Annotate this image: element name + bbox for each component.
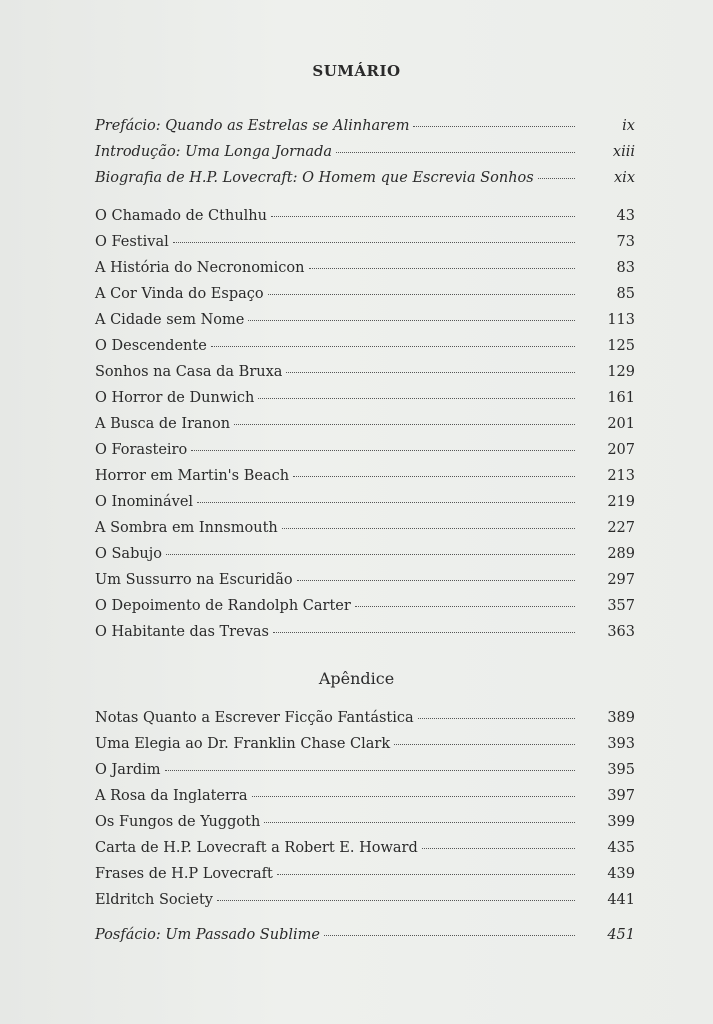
toc-entry-page: 395 [607, 762, 635, 778]
toc-entry-title: Frases de H.P Lovecraft [95, 866, 273, 882]
toc-entry-title: Posfácio: Um Passado Sublime [95, 927, 320, 943]
toc-entry [95, 520, 635, 546]
toc-entry-title: A História do Necronomicon [95, 260, 305, 276]
toc-entry-title: A Busca de Iranon [95, 416, 231, 432]
toc-entry-title: O Jardim [95, 762, 161, 778]
toc-entry-page: 439 [607, 866, 635, 882]
toc-entry-page: 297 [607, 572, 635, 588]
toc-entry-title: Os Fungos de Yuggoth [95, 814, 261, 830]
dot-leader [286, 371, 575, 373]
toc-entry [95, 260, 635, 286]
toc-entry [95, 710, 635, 736]
toc-entry-page: 399 [607, 814, 635, 830]
toc-entry-page: 213 [607, 468, 635, 484]
toc-entry [95, 208, 635, 234]
page-title: SUMÁRIO [312, 62, 401, 80]
toc-entry-page: 393 [607, 736, 635, 752]
postface-list [95, 927, 635, 953]
dot-leader [166, 553, 575, 555]
toc-entry-page: 451 [607, 927, 635, 943]
dot-leader [197, 501, 575, 503]
toc-entry-title: Uma Elegia ao Dr. Franklin Chase Clark [95, 736, 391, 752]
toc-entry-page: 219 [607, 494, 635, 510]
toc-entry-page: 129 [607, 364, 635, 380]
toc-entry-title: Prefácio: Quando as Estrelas se Alinharem [95, 118, 410, 134]
toc-entry [95, 416, 635, 442]
toc-entry-title: Horror em Martin's Beach [95, 468, 290, 484]
toc-entry [95, 788, 635, 814]
dot-leader [271, 215, 575, 217]
toc-entry-title: O Habitante das Trevas [95, 624, 269, 640]
dot-leader [173, 241, 575, 243]
toc-entry-page: xix [614, 170, 635, 186]
dot-leader [268, 293, 575, 295]
toc-entry [95, 572, 635, 598]
toc-entry-title: A Sombra em Innsmouth [95, 520, 278, 536]
toc-entry-page: 207 [607, 442, 635, 458]
toc-entry-title: A Cor Vinda do Espaço [95, 286, 264, 302]
dot-leader [273, 631, 575, 633]
toc-entry-title: O Chamado de Cthulhu [95, 208, 267, 224]
toc-entry-page: 73 [616, 234, 635, 250]
toc-entry [95, 234, 635, 260]
toc-entry [95, 892, 635, 918]
toc-entry-page: 357 [607, 598, 635, 614]
dot-leader [165, 769, 575, 771]
toc-entry-title: O Descendente [95, 338, 207, 354]
toc-entry-title: Sonhos na Casa da Bruxa [95, 364, 283, 380]
dot-leader [191, 449, 575, 451]
dot-leader [293, 475, 575, 477]
toc-entry [95, 814, 635, 840]
toc-entry [95, 390, 635, 416]
dot-leader [413, 125, 575, 127]
toc-entry-page: 227 [607, 520, 635, 536]
toc-entry [95, 338, 635, 364]
toc-entry [95, 364, 635, 390]
toc-entry-title: Um Sussurro na Escuridão [95, 572, 293, 588]
dot-leader [394, 743, 575, 745]
toc-entry [95, 312, 635, 338]
dot-leader [282, 527, 575, 529]
toc-entry [95, 546, 635, 572]
toc-entry-page: 389 [607, 710, 635, 726]
appendix-list [95, 710, 635, 918]
toc-entry-title: Notas Quanto a Escrever Ficção Fantástica [95, 710, 414, 726]
toc-entry-page: xiii [612, 144, 635, 160]
toc-entry [95, 494, 635, 520]
toc-entry [95, 144, 635, 170]
dot-leader [258, 397, 575, 399]
toc-entry [95, 624, 635, 650]
front-matter-list [95, 118, 635, 196]
toc-entry-title: O Forasteiro [95, 442, 188, 458]
toc-entry [95, 442, 635, 468]
chapters-list [95, 208, 635, 650]
dot-leader [538, 177, 575, 179]
toc-entry-page: 201 [607, 416, 635, 432]
dot-leader [217, 899, 575, 901]
toc-entry-title: A Rosa da Inglaterra [95, 788, 248, 804]
dot-leader [264, 821, 575, 823]
dot-leader [211, 345, 575, 347]
toc-entry [95, 598, 635, 624]
toc-entry-title: O Horror de Dunwich [95, 390, 255, 406]
toc-entry-title: O Sabujo [95, 546, 162, 562]
toc-entry-title: Introdução: Uma Longa Jornada [95, 144, 333, 160]
toc-entry [95, 866, 635, 892]
toc-entry-title: Carta de H.P. Lovecraft a Robert E. Howard [95, 840, 418, 856]
appendix-heading: Apêndice [318, 669, 395, 688]
toc-entry-page: 125 [607, 338, 635, 354]
toc-entry [95, 286, 635, 312]
toc-entry-title: O Inominável [95, 494, 194, 510]
dot-leader [277, 873, 575, 875]
toc-entry-page: 397 [607, 788, 635, 804]
dot-leader [355, 605, 575, 607]
toc-entry-title: Eldritch Society [95, 892, 213, 908]
toc-entry-page: 441 [607, 892, 635, 908]
toc-entry-title: O Festival [95, 234, 169, 250]
toc-entry-page: 43 [616, 208, 635, 224]
dot-leader [324, 934, 575, 936]
toc-entry-title: Biografia de H.P. Lovecraft: O Homem que Escrevia Sonhos [95, 170, 534, 186]
dot-leader [309, 267, 576, 269]
toc-entry-page: ix [622, 118, 635, 134]
toc-entry-title: O Depoimento de Randolph Carter [95, 598, 351, 614]
dot-leader [422, 847, 575, 849]
toc-entry-page: 161 [607, 390, 635, 406]
toc-entry [95, 736, 635, 762]
toc-entry-title: A Cidade sem Nome [95, 312, 245, 328]
toc-entry [95, 170, 635, 196]
toc-entry [95, 927, 635, 953]
dot-leader [297, 579, 575, 581]
dot-leader [336, 151, 575, 153]
toc-entry [95, 468, 635, 494]
toc-entry-page: 363 [607, 624, 635, 640]
toc-entry-page: 113 [607, 312, 635, 328]
dot-leader [248, 319, 575, 321]
dot-leader [418, 717, 575, 719]
dot-leader [234, 423, 575, 425]
toc-entry-page: 83 [616, 260, 635, 276]
dot-leader [252, 795, 575, 797]
toc-entry-page: 435 [607, 840, 635, 856]
toc-entry [95, 762, 635, 788]
toc-entry [95, 118, 635, 144]
toc-entry [95, 840, 635, 866]
toc-entry-page: 85 [616, 286, 635, 302]
toc-entry-page: 289 [607, 546, 635, 562]
